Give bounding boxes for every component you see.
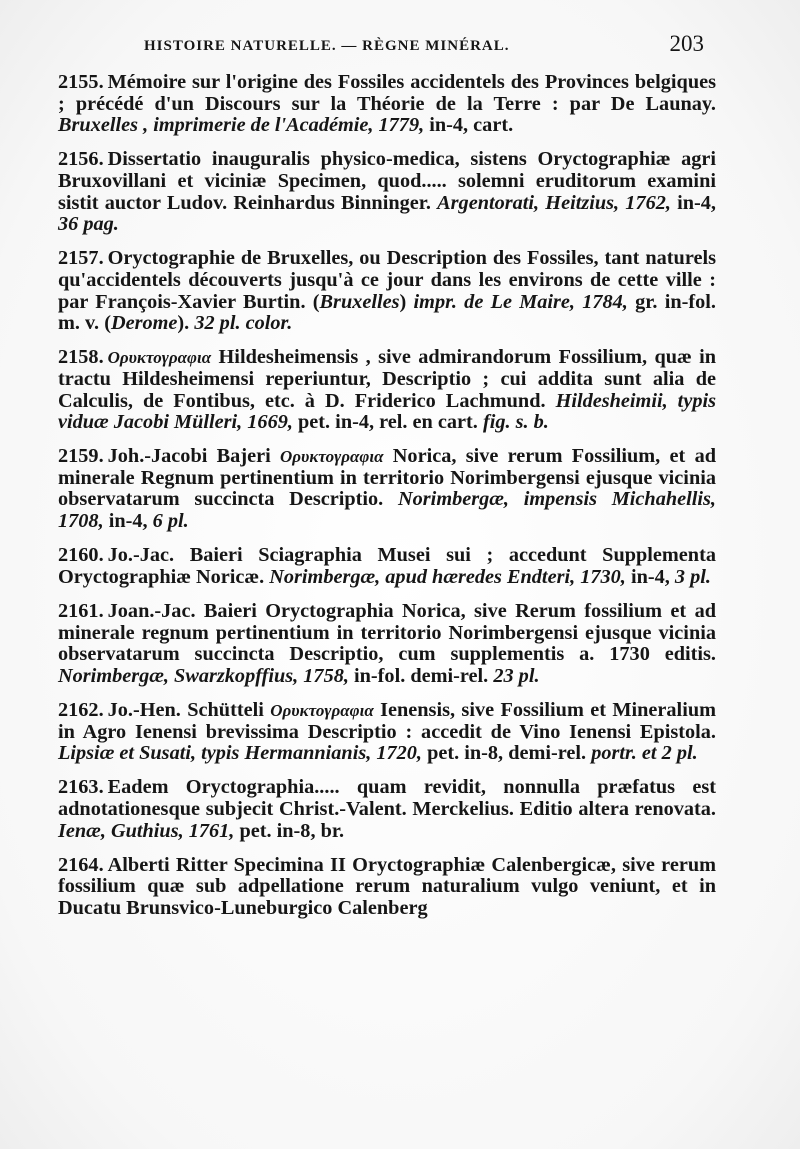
title-text: pet. in-8, demi-rel.: [422, 742, 592, 765]
title-text: Joh.-Jacobi Bajeri: [107, 445, 281, 468]
greek-word: Ορυκτογραφια: [270, 701, 374, 720]
imprint-text: fig. s. b.: [482, 411, 549, 434]
title-text: gr. in-fol. m. v. (: [58, 290, 716, 335]
title-text: Hildesheimensis , sive admirandorum Fossilium, quæ in tractu Hildesheimensi reperiuntur, Descriptio ; cui addita sunt alia de Calculis, de Fontibus, etc. à D. Friderico Lachmund.: [58, 346, 716, 412]
title-text: Jo.-Hen. Schütteli: [107, 699, 271, 721]
entry-number: 2159.: [58, 445, 104, 468]
imprint-text: Hildesheimii, typis viduæ Jacobi Mülleri, 1669,: [58, 389, 716, 434]
imprint-text: Bruxelles , imprimerie de l'Académie, 1779,: [58, 114, 425, 137]
entry-number: 2163.: [58, 776, 104, 799]
title-text: in-fol. demi-rel.: [348, 664, 494, 687]
imprint-text: portr. et 2 pl.: [591, 742, 698, 765]
imprint-text: Argentorati, Heitzius, 1762,: [437, 191, 671, 214]
entry-number: 2157.: [58, 247, 104, 270]
running-title: HISTOIRE NATURELLE. — RÈGNE MINÉRAL.: [144, 38, 510, 54]
entry-text: [58, 247, 716, 334]
entry-text: [58, 699, 716, 764]
title-text: Oryctographie de Bruxelles, ou Description des Fossiles, tant naturels qu'accidentels découverts jusqu'à ce jour dans les environs de cette ville : par François-Xavier Burtin. (: [58, 247, 716, 313]
entry-text: [58, 346, 716, 433]
entry-text: [58, 776, 716, 841]
imprint-text: Bruxelles: [319, 290, 400, 313]
catalog-entry: [58, 72, 716, 137]
entry-number: 2155.: [58, 71, 104, 93]
title-text: Jo.-Jac. Baieri Sciagraphia Musei sui ; accedunt Supplementa Oryctographiæ Noricæ.: [58, 544, 716, 588]
catalog-entry: [58, 347, 716, 433]
title-text: in-4,: [670, 191, 716, 214]
greek-word: Ορυκτογραφια: [107, 348, 212, 368]
title-text: in-4, cart.: [424, 114, 514, 137]
title-text: Ienensis, sive Fossilium et Mineralium in Agro Ienensi brevissima Descriptio : accedit de Vino Ienensi Epistola.: [58, 699, 717, 743]
title-text: Dissertatio inauguralis physico-medica, sistens Oryctographiæ agri Bruxovillani et viciniæ Specimen, quod..... solemni eruditorum examini sistit auctor Ludov. Reinhardus Binninger.: [58, 148, 716, 214]
catalog-entry: [58, 545, 716, 588]
imprint-text: 3 pl.: [674, 565, 711, 588]
entry-text: [58, 600, 716, 687]
imprint-text: Ienæ, Guthius, 1761,: [58, 819, 235, 842]
title-text: Alberti Ritter Specimina II Oryctographiæ Calenbergicæ, sive rerum fossilium quæ sub adpellatione rerum naturalium vulgo veniunt, et in Ducatu Brunsvico-Luneburgico Calenberg: [58, 853, 716, 919]
title-text: Joan.-Jac. Baieri Oryctographia Norica, sive Rerum fossilium et ad minerale regnum pertinentium in territorio Norimbergensi ejusque vicinia observatarum succincta Descriptio, cum supplementis a. 1730 editis.: [58, 600, 716, 666]
catalog-entry: [58, 149, 716, 235]
title-text: in-4,: [625, 565, 675, 588]
entry-number: 2156.: [58, 148, 104, 171]
catalog-entry: [58, 601, 716, 687]
title-text: Norica, sive rerum Fossilium, et ad minerale Regnum pertinentium in territorio Norimbergensi ejusque vicinia observatarum succincta Descriptio.: [58, 445, 716, 511]
imprint-text: Lipsiæ et Susati, typis Hermannianis, 1720,: [58, 742, 422, 765]
imprint-text: Derome: [110, 312, 178, 335]
catalog-entries: [58, 72, 716, 932]
catalog-entry: [58, 700, 716, 765]
entry-text: [58, 148, 716, 235]
imprint-text: Norimbergæ, apud hæredes Endteri, 1730,: [269, 565, 626, 588]
title-text: ): [399, 290, 414, 313]
title-text: in-4,: [103, 510, 153, 533]
title-text: Mémoire sur l'origine des Fossiles accidentels des Provinces belgiques ; précédé d'un Discours sur la Théorie de la Terre : par De Launay.: [58, 71, 716, 115]
entry-text: [58, 854, 716, 919]
greek-word: Ορυκτογραφια: [280, 447, 384, 467]
imprint-text: Norimbergæ, impensis Michahellis, 1708,: [58, 488, 716, 533]
entry-text: [58, 544, 716, 588]
imprint-text: Norimbergæ, Swarzkopffius, 1758,: [58, 664, 349, 687]
entry-text: [58, 445, 716, 532]
entry-number: 2158.: [58, 346, 104, 369]
catalog-entry: [58, 855, 716, 920]
entry-text: [58, 71, 716, 136]
title-text: pet. in-8, br.: [234, 819, 345, 842]
title-text: Eadem Oryctographia..... quam revidit, nonnulla præfatus est adnotationesque subjecit Christ.-Valent. Merckelius. Editio altera renovata.: [58, 776, 716, 820]
catalog-entry: [58, 248, 716, 334]
entry-number: 2162.: [58, 699, 104, 721]
imprint-text: 36 pag.: [58, 213, 119, 236]
entry-number: 2160.: [58, 544, 104, 567]
entry-number: 2164.: [58, 853, 104, 876]
page-number: 203: [669, 31, 704, 56]
entry-number: 2161.: [58, 600, 104, 623]
catalog-entry: [58, 446, 716, 532]
page-header: [60, 30, 704, 66]
imprint-text: 32 pl. color.: [194, 312, 293, 335]
title-text: ).: [177, 312, 195, 335]
imprint-text: 23 pl.: [493, 664, 540, 687]
title-text: pet. in-4, rel. en cart.: [292, 411, 483, 434]
imprint-text: impr. de Le Maire, 1784,: [413, 290, 628, 313]
imprint-text: 6 pl.: [152, 510, 189, 533]
catalog-entry: [58, 777, 716, 842]
